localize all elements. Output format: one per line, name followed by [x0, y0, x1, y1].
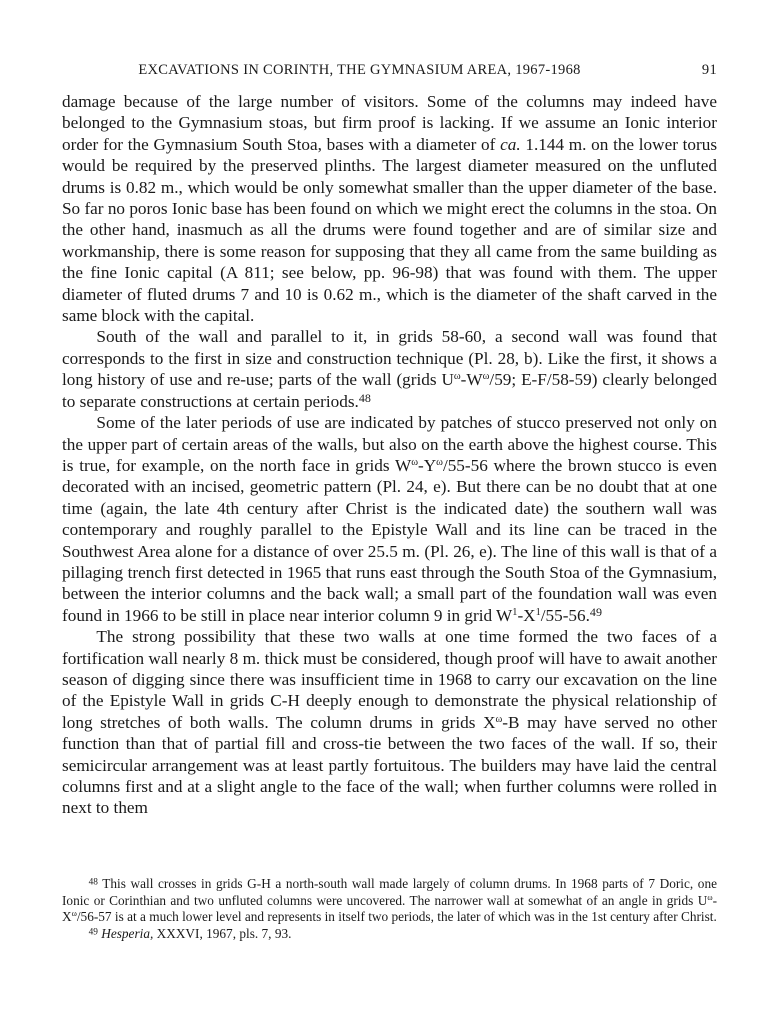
- text-run: The strong possibility that these two walls at one time formed the two faces of a fortification wall nearly 8 m. thick must be considered, though proof will have to await another season of digging since there was insufficient time in 1968 to carry our excavation on the line of the Epistyle Wall in grids C-H deeply enough to demonstrate the physical relationship of long stretches of both walls. The column drums in grids X: [62, 627, 717, 732]
- superscript-omega: ω: [707, 892, 713, 902]
- body-text: [62, 91, 717, 819]
- superscript-one: 1: [535, 606, 541, 618]
- text-run: 1.144 m. on the lower torus would be required by the preserved plinths. The largest diameter measured on the unfluted drums is 0.82 m., which would be only somewhat smaller than the upper diameter of the base. So far no poros Ionic base has been found on which we might erect the columns in the stoa. On the other hand, inasmuch as all the drums were found together and are of similar size and workmanship, there is some reason for supposing that they all came from the same building as the fine Ionic capital (A 811; see below, pp. 96-98) that was found with them. The upper diameter of fluted drums 7 and 10 is 0.62 m., which is the diameter of the shaft carved in the same block with the capital.: [62, 134, 718, 326]
- text-run: -Y: [418, 455, 437, 475]
- superscript-omega: ω: [482, 371, 490, 383]
- paragraph-4: [62, 626, 717, 819]
- footnote-ref-48[interactable]: 48: [358, 390, 371, 405]
- text-run: -B may have served no other function than that of partial fill and cross-tie between the two faces of the wall. If so, their semicircular arrangement was at least partly fortuitous. The builders may have laid the central columns first and at a slight angle to the face of the wall; when further columns were rolled in next to them: [62, 712, 717, 818]
- text-run: /55-56.: [540, 605, 590, 625]
- text-run: damage because of the large number of visitors. Some of the columns may indeed have belonged to the Gymnasium stoas, but firm proof is lacking. If we assume an Ionic interior order for the Gymnasium South Stoa, bases with a diameter of: [62, 92, 717, 154]
- paragraph-3: [62, 412, 717, 626]
- text-run: XXXVI, 1967, pls. 7, 93.: [156, 925, 292, 941]
- text-run: South of the wall and parallel to it, in grids 58-60, a second wall was found that corresponds to the first in size and construction technique (Pl. 28, b). Like the first, it shows a long history of use and re-use; parts of the wall (grids U: [62, 327, 717, 390]
- journal-title: Hesperia,: [101, 925, 154, 941]
- text-run: -X: [62, 892, 717, 924]
- page-number: 91: [701, 62, 717, 78]
- footnote-ref-49[interactable]: 49: [589, 604, 602, 619]
- superscript-omega: ω: [495, 713, 503, 725]
- footnotes: [62, 876, 717, 942]
- abbreviation-ca: ca.: [500, 134, 521, 154]
- superscript-omega: ω: [411, 456, 418, 468]
- text-run: Some of the later periods of use are indicated by patches of stucco preserved not only on the upper part of certain areas of the walls, but also on the earth above the highest course. This is true, for example, on the north face in grids W: [62, 413, 717, 475]
- superscript-one: 1: [512, 606, 518, 618]
- text-run: /59; E-F/58-59) clearly belonged to separate constructions at certain periods.: [62, 370, 718, 411]
- paragraph-1: [62, 91, 717, 326]
- superscript-omega: ω: [453, 371, 461, 383]
- superscript-omega: ω: [436, 456, 443, 468]
- text-run: /55-56 where the brown stucco is even decorated with an incised, geometric pattern (Pl. 24, e). But there can be no doubt that at one time (again, the late 4th century after Christ is the indicated date) the southern wall was contemporary and roughly parallel to the Epistyle Wall and its line can be traced in the Southwest Area alone for a distance of over 25.5 m. (Pl. 26, e). The line of this wall is that of a pillaging trench first detected in 1965 that runs east through the South Stoa of the Gymnasium, between the interior columns and the back wall; a small part of the foundation wall was even found in 1966 to be still in place near interior column 9 in grid W: [62, 455, 717, 625]
- footnote-48: [62, 876, 717, 926]
- text-run: /56-57 is at a much lower level and represents in itself two periods, the later of which was in the 1st century after Christ.: [76, 909, 717, 924]
- footnote-number: 48: [88, 877, 98, 888]
- footnote-49: [62, 926, 717, 943]
- footnote-number: 49: [88, 926, 98, 937]
- text-run: This wall crosses in grids G-H a north-south wall made largely of column drums. In 1968 parts of 7 Doric, one Ionic or Corinthian and two unfluted columns were uncovered. The narrower wall at somewhat of an angle in grids U: [62, 876, 717, 908]
- text-run: -W: [460, 370, 483, 390]
- paragraph-2: [62, 326, 717, 412]
- text-run: -X: [517, 605, 536, 625]
- running-title: EXCAVATIONS IN CORINTH, THE GYMNASIUM AREA, 1967-1968: [138, 62, 581, 78]
- superscript-omega: ω: [71, 909, 77, 919]
